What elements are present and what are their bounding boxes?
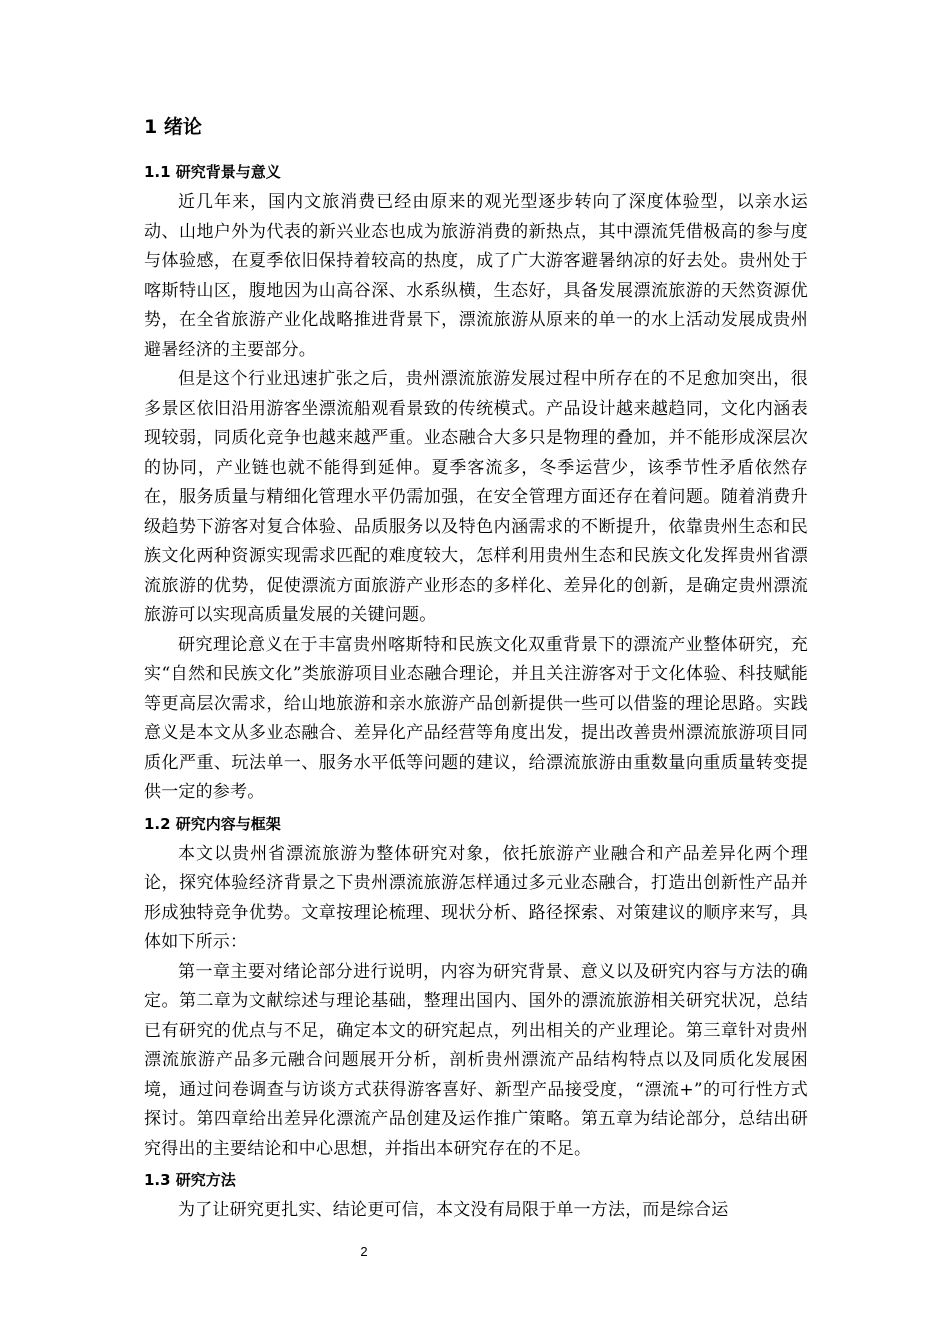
chapter-title: 1 绪论 — [144, 116, 202, 138]
body-paragraph: 第一章主要对绪论部分进行说明，内容为研究背景、意义以及研究内容与方法的确定。第二章为文献综述与理论基础，整理出国内、国外的漂流旅游相关研究状况，总结已有研究的优点与不足，确定本文的研究起点，列出相关的产业理论。第三章针对贵州漂流旅游产品多元融合问题展开分析，剖析贵州漂流产品结构特点以及同质化发展困境，通过问卷调查与访谈方式获得游客喜好、新型产品接受度，“漂流+”的可行性方式探讨。第四章给出差异化漂流产品创建及运作推广策略。第五章为结论部分，总结出研究得出的主要结论和中心思想，并指出本研究存在的不足。 — [144, 961, 808, 1159]
section-heading: 1.3 研究方法 — [144, 1171, 236, 1189]
body-paragraph: 为了让研究更扎实、结论更可信，本文没有局限于单一方法，而是综合运 — [178, 1200, 729, 1220]
body-paragraph: 近几年来，国内文旅消费已经由原来的观光型逐步转向了深度体验型，以亲水运动、山地户外为代表的新兴业态也成为旅游消费的新热点，其中漂流凭借极高的参与度与体验感，在夏季依旧保持着较高的热度，成了广大游客避暑纳凉的好去处。贵州处于喀斯特山区，腹地因为山高谷深、水系纵横，生态好，具备发展漂流旅游的天然资源优势，在全省旅游产业化战略推进背景下，漂流旅游从原来的单一的水上活动发展成贵州避暑经济的主要部分。 — [144, 192, 808, 360]
page-body — [144, 112, 808, 1226]
page-number: 2 — [360, 1244, 368, 1259]
section-heading: 1.2 研究内容与框架 — [144, 814, 281, 833]
section-methods — [144, 1164, 808, 1226]
body-paragraph: 但是这个行业迅速扩张之后，贵州漂流旅游发展过程中所存在的不足愈加突出，很多景区依旧沿用游客坐漂流船观看景致的传统模式。产品设计越来越趋同，文化内涵表现较弱，同质化竞争也越来越严重。业态融合大多只是物理的叠加，并不能形成深层次的协同，产业链也就不能得到延伸。夏季客流多，冬季运营少，该季节性矛盾依然存在，服务质量与精细化管理水平仍需加强，在安全管理方面还存在着问题。随着消费升级趋势下游客对复合体验、品质服务以及特色内涵需求的不断提升，依靠贵州生态和民族文化两种资源实现需求匹配的难度较大，怎样利用贵州生态和民族文化发挥贵州省漂流旅游的优势，促使漂流方面旅游产业形态的多样化、差异化的创新，是确定贵州漂流旅游可以实现高质量发展的关键问题。 — [144, 369, 808, 625]
section-content-framework — [144, 808, 808, 1165]
section-heading: 1.1 研究背景与意义 — [144, 163, 281, 181]
body-paragraph: 本文以贵州省漂流旅游为整体研究对象，依托旅游产业融合和产品差异化两个理论，探究体验经济背景之下贵州漂流旅游怎样通过多元业态融合，打造出创新性产品并形成独特竞争优势。文章按理论梳理、现状分析、路径探索、对策建议的顺序来写，具体如下所示： — [144, 843, 808, 952]
section-background — [144, 156, 808, 808]
body-paragraph: 研究理论意义在于丰富贵州喀斯特和民族文化双重背景下的漂流产业整体研究，充实“自然和民族文化”类旅游项目业态融合理论，并且关注游客对于文化体验、科技赋能等更高层次需求，给山地旅游和亲水旅游产品创新提供一些可以借鉴的理论思路。实践意义是本文从多业态融合、差异化产品经营等角度出发，提出改善贵州漂流旅游项目同质化严重、玩法单一、服务水平低等问题的建议，给漂流旅游由重数量向重质量转变提供一定的参考。 — [144, 634, 808, 802]
